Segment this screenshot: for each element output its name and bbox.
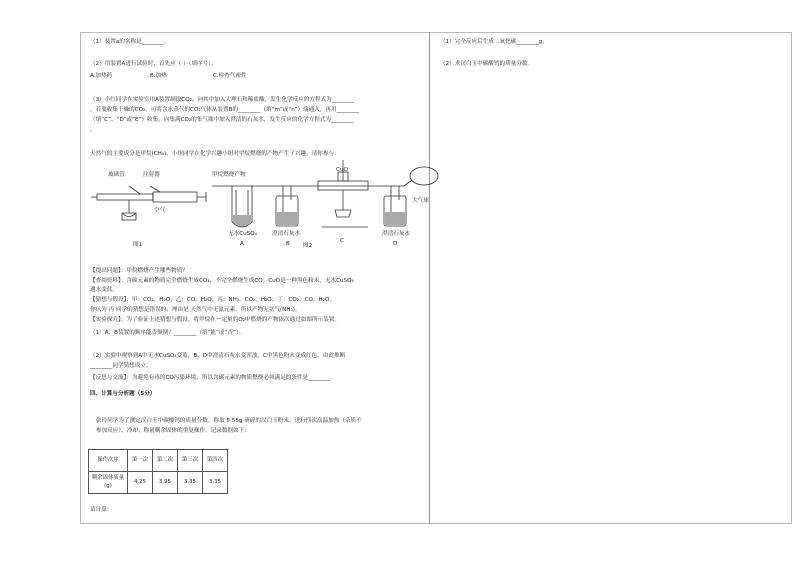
inquiry-reasoning: 你认为 丙 同学的猜想是错误的，理由是 天然气中无氮元素，所以产物无氨气(NH₃)。 <box>90 307 301 313</box>
table-header-cell: 第一次 <box>128 450 153 472</box>
question-3-line-2: ，若要收集干燥的CO₂，可将含水蒸气的CO₂气体从装置B的________（填“m”或“n”）端通入，再用________ <box>90 107 359 113</box>
please-calculate: 请计算： <box>90 507 113 513</box>
fig2-label-a: A <box>240 241 244 247</box>
question-2-option-c: C.检查气密性 <box>213 73 247 79</box>
question-3-line-3: （填“C”、“D”或“E”）收集。向集满CO₂的集气瓶中加入澄清的石灰水，发生反应的化学方程式为________ <box>90 117 354 123</box>
inquiry-info-cont: 遇水变蓝。 <box>90 287 118 293</box>
inquiry-experiment: 【实验探究】：为了验证上述猜想与假设，将甲烷在一定量的O₂中燃烧的产物依次通过如图所示装置。 <box>90 317 340 323</box>
question-3-line-1: （3）小红同学在实验室用A装置制取CO₂。向其中加入大理石和稀盐酸，发生化学反应的方程式为________ <box>90 97 355 103</box>
fig2-label-a-reagent: 无水CuSO₄ <box>228 231 257 237</box>
table-row <box>89 450 228 472</box>
question-2-option-b: B.加热 <box>150 73 167 79</box>
inquiry-reflection: 【反思与交流】：为避免有毒的CO污染环境，所以含碳元素的物质燃烧必须满足的条件是________。 <box>90 375 337 381</box>
intro-text: 天然气的主要成分是甲烷(CH₄)，小组同学在化学兴趣小组对甲烷燃烧的产物产生了兴趣，请你参与： <box>90 151 340 157</box>
table-header-cell: 第三次 <box>178 450 203 472</box>
glass-tube-shape <box>97 194 153 200</box>
fig1-label-syringe: 注射器 <box>143 172 160 178</box>
table-row <box>89 472 228 494</box>
table-header-cell: 第二次 <box>153 450 178 472</box>
question-3-line-4: 。 <box>90 127 96 133</box>
fig2-label-c: C <box>340 238 344 244</box>
table-cell: 3.95 <box>153 472 178 494</box>
fig1-label-glass-tube: 玻璃管 <box>108 172 125 178</box>
burner-c <box>335 210 351 217</box>
right-question-2: （2）求汉白玉中碳酸钙的质量分数。 <box>440 61 534 67</box>
inquiry-q2-cont: ________同学猜想成立。 <box>90 363 152 369</box>
calc-text-line-2: 参加反应）、冷却、称量剩余固体的重复操作。记录数据如下： <box>96 428 250 434</box>
burner-flame <box>122 213 136 217</box>
calc-text-line-1: 张玲同学为了测定汉白玉中碳酸钙的质量分数，称取 5.55g 研碎的汉白玉粉末，进行四次高温加热（杂质不 <box>96 418 362 424</box>
fig2-label-d-reagent: 澄清石灰水 <box>382 231 410 237</box>
table-header-cell: 第四次 <box>203 450 228 472</box>
fig2-label-cuo: CuO <box>336 167 348 173</box>
inquiry-q2: （2）实验中观察到A中无水CuSO₄变蓝，B、D中澄清石灰水变浑浊，C中黑色粉末变成红色，由此推断 <box>90 353 346 359</box>
table-cell: 4.25 <box>128 472 153 494</box>
inquiry-hypothesis: 【猜想与假设】：甲：CO₂、H₂O；乙：CO、H₂O；丙：NH₃、CO₂、H₂O；丁：CO₂、CO、H₂O。 <box>90 297 335 303</box>
limewater-d <box>385 212 405 225</box>
section-4-heading: 四、计算与分析题（5分） <box>90 391 156 397</box>
question-1: （1）装置a的名称是________。 <box>90 39 170 45</box>
balloon <box>410 167 438 185</box>
tube-c <box>318 181 368 190</box>
fig2-caption: 图2 <box>303 243 313 249</box>
fig2-label-b-reagent: 澄清石灰水 <box>272 231 300 237</box>
fig2-label-products: 甲烷燃烧产物 <box>212 172 246 178</box>
fig1-caption: 图1 <box>133 242 143 248</box>
fig1-label-air: 空气 <box>154 208 166 214</box>
table-cell: 剩余固体质量(g) <box>89 472 128 494</box>
question-2: （2）用装置A进行试验时，首先应（ ）（填序号）。 <box>90 61 217 67</box>
table-cell: 3.35 <box>203 472 228 494</box>
syringe-barrel <box>153 192 197 202</box>
inquiry-info: 【查阅资料】：含碳元素的物质完全燃烧生成CO₂，不完全燃烧生成CO；CuO是一种黑色粉末，无水CuSO₄ <box>90 278 354 284</box>
right-question-1: （1）完全反应后生成二氧化碳________g。 <box>440 39 548 45</box>
data-table <box>88 449 228 494</box>
table-cell: 3.35 <box>178 472 203 494</box>
inquiry-q1: （1）A、B装置的顺序能否颠倒？________（填“能”或“否”）。 <box>90 330 245 336</box>
fig2-label-balloon: 大气球 <box>412 198 429 204</box>
question-2-option-a: A.加热药 <box>90 73 113 79</box>
fig2-label-d: D <box>393 241 398 247</box>
fig2-label-b: B <box>286 241 290 247</box>
limewater-b <box>277 212 297 225</box>
inquiry-question: 【提出问题】：甲烷燃烧产生哪些物质？ <box>90 268 188 274</box>
table-header-cell: 操作次序 <box>89 450 128 472</box>
